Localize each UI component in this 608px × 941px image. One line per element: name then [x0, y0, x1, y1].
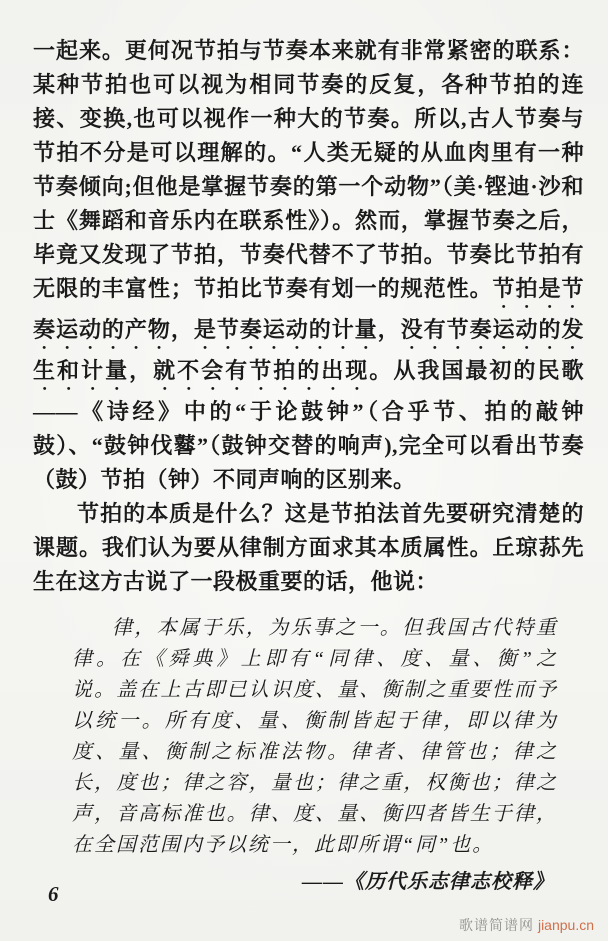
page-content — [33, 34, 584, 897]
quote-text: 律，本属于乐，为乐事之一。但我国古代特重律。在《舜典》上即有“同律、度、量、衡”之说。盖在上古即已认识度、量、衡制之重要性而予以统一。所有度、量、衡制皆起于律，即以律为度、量、衡制之标准法物。律者、律管也；律之长，度也；律之容，量也；律之重，权衡也；律之声，音高标准也。律、度、量、衡四者皆生于律，在全国范围内予以统一，此即所谓“同”也。 — [72, 617, 558, 856]
watermark-url: jianpu.cn — [537, 917, 594, 933]
paragraph-2: 节拍的本质是什么？这是节拍法首先要研究清楚的课题。我们认为要从律制方面求其本质属性。丘琼荪先生在这方古说了一段极重要的话，他说： — [33, 501, 584, 594]
paragraph-1-continued: 从我国最初的民歌——《诗经》中的“于论鼓钟”（合乎节、拍的敲钟鼓）、“鼓钟伐鼛”（鼓钟交替的响声),完全可以看出节奏（鼓）节拍（钟）不同声响的区别来。 — [33, 358, 584, 492]
quote-attribution: ——《历代乐志律志校释》 — [302, 871, 554, 893]
emphasized-text: 节拍是节奏运动的产物，是节奏运动的计量，没有节奏运动的发生和计量，就不会有节拍的出现。 — [33, 276, 584, 383]
watermark-site-name: 歌谱简谱网 — [458, 917, 534, 933]
watermark — [459, 915, 594, 935]
block-quote — [72, 613, 558, 897]
paragraph-1-text: 一起来。更何况节拍与节奏本来就有非常紧密的联系：某种节拍也可以视为相同节奏的反复，各种节拍的连接、变换,也可以视作一种大的节奏。所以,古人节奏与节拍不分是可以理解的。“人类无疑的从血肉里有一种节奏倾向;但他是掌握节奏的第一个动物”（美·铿迪·沙和士《舞蹈和音乐内在联系性》）。然而，掌握节奏之后，毕竟又发现了节拍，节奏代替不了节拍。节奏比节拍有无限的丰富性；节拍比节奏有划一的规范性。 — [33, 38, 584, 301]
paragraph-1 — [33, 34, 584, 497]
page-number: 6 — [48, 882, 59, 906]
